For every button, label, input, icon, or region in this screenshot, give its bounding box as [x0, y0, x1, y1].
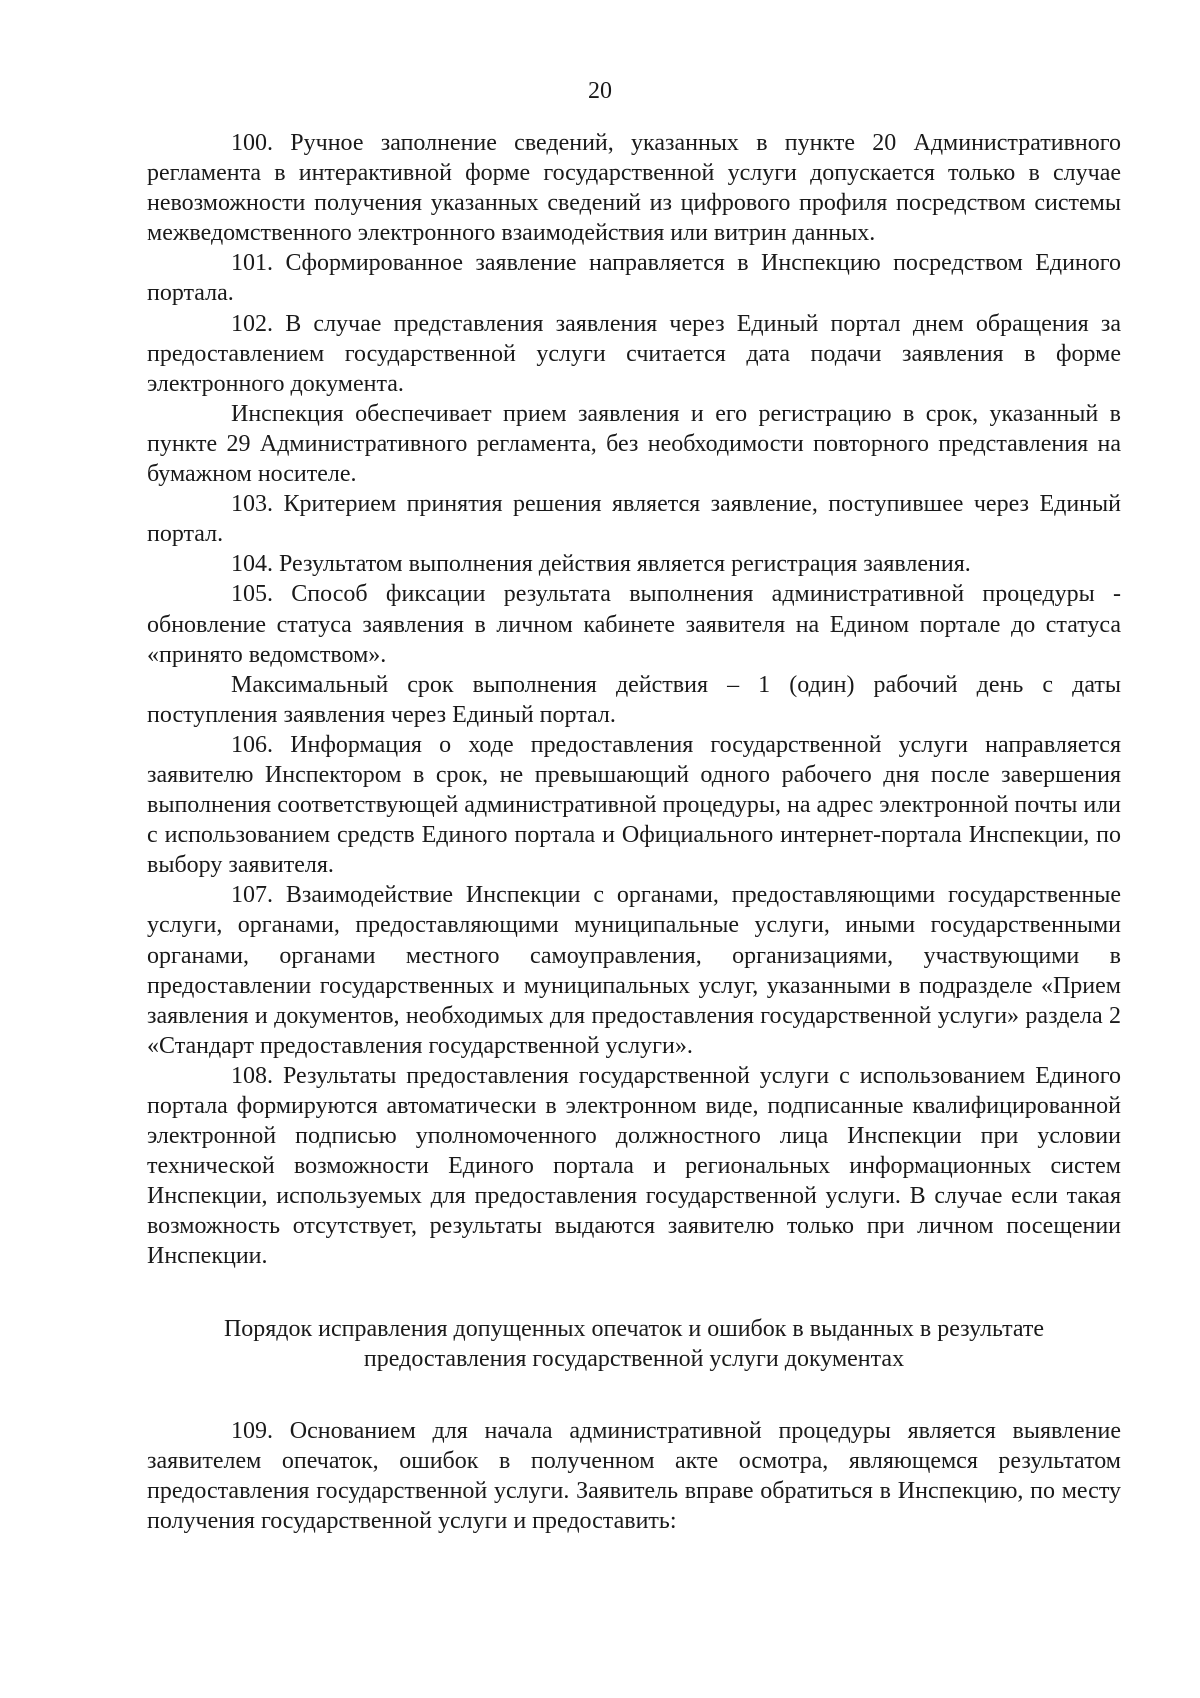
paragraph-100: 100. Ручное заполнение сведений, указанных в пункте 20 Административного регламента в интерактивной форме государственной услуги допускается только в случае невозможности получения указанных сведений из цифрового профиля посредством системы межведомственного электронного взаимодействия или витрин данных.	[147, 130, 1121, 247]
paragraph-104: 104. Результатом выполнения действия является регистрация заявления.	[231, 551, 971, 578]
document-body	[147, 128, 1121, 1536]
paragraph-105: 105. Способ фиксации результата выполнения административной процедуры - обновление статуса заявления в личном кабинете заявителя на Едином портале до статуса «принято ведомством».	[147, 581, 1121, 668]
paragraph-103: 103. Критерием принятия решения является заявление, поступившее через Единый портал.	[147, 491, 1121, 548]
paragraph-105-continuation: Максимальный срок выполнения действия – 1 (один) рабочий день с даты поступления заявления через Единый портал.	[147, 671, 1121, 728]
section-heading-line-2: предоставления государственной услуги документах	[363, 1345, 905, 1372]
paragraph-102: 102. В случае представления заявления через Единый портал днем обращения за предоставлением государственной услуги считается дата подачи заявления в форме электронного документа.	[147, 310, 1121, 397]
section-heading-line-1: Порядок исправления допущенных опечаток и ошибок в выданных в результате	[223, 1315, 1045, 1342]
paragraph-106: 106. Информация о ходе предоставления государственной услуги направляется заявителю Инспектором в срок, не превышающий одного рабочего дня после завершения выполнения соответствующей административной процедуры, на адрес электронной почты или с использованием средств Единого портала и Официального интернет-портала Инспекции, по выбору заявителя.	[147, 731, 1121, 879]
paragraph-107: 107. Взаимодействие Инспекции с органами, предоставляющими государственные услуги, органами, предоставляющими муниципальные услуги, иными государственными органами, органами местного самоуправления, организациями, участвующими в предоставлении государственных и муниципальных услуг, указанными в подразделе «Прием заявления и документов, необходимых для предоставления государственной услуги» раздела 2 «Стандарт предоставления государственной услуги».	[147, 882, 1121, 1059]
paragraph-102-continuation: Инспекция обеспечивает прием заявления и его регистрацию в срок, указанный в пункте 29 Административного регламента, без необходимости повторного представления на бумажном носителе.	[147, 400, 1121, 488]
page-number: 20	[588, 78, 612, 104]
paragraph-101: 101. Сформированное заявление направляется в Инспекцию посредством Единого портала.	[147, 250, 1121, 307]
paragraph-108: 108. Результаты предоставления государственной услуги с использованием Единого портала формируются автоматически в электронном виде, подписанные квалифицированной электронной подписью уполномоченного должностного лица Инспекции при условии технической возможности Единого портала и региональных информационных систем Инспекции, используемых для предоставления государственной услуги. В случае если такая возможность отсутствует, результаты выдаются заявителю только при личном посещении Инспекции.	[147, 1062, 1121, 1270]
paragraph-109: 109. Основанием для начала административной процедуры является выявление заявителем опечаток, ошибок в полученном акте осмотра, являющемся результатом предоставления государственной услуги. Заявитель вправе обратиться в Инспекцию, по месту получения государственной услуги и предоставить:	[147, 1417, 1121, 1534]
section-heading	[147, 1314, 1121, 1374]
